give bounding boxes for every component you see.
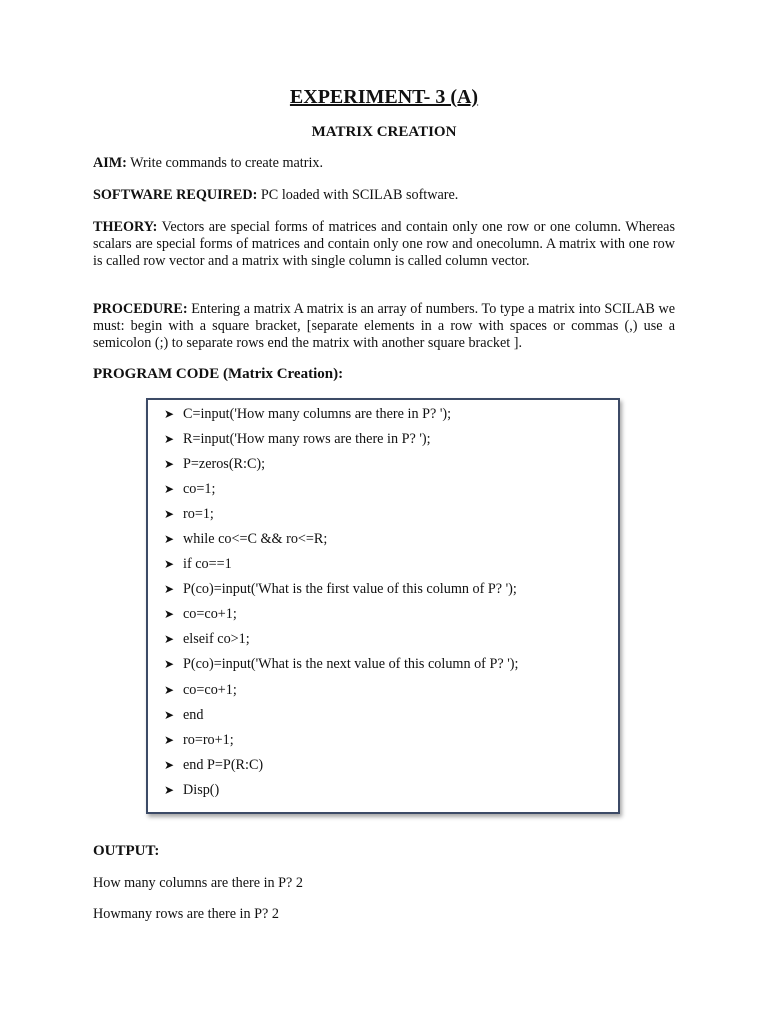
arrow-bullet-icon: ➤ bbox=[164, 758, 175, 772]
code-line bbox=[164, 603, 237, 625]
arrow-bullet-icon: ➤ bbox=[164, 432, 175, 446]
code-text: co=co+1; bbox=[183, 682, 237, 698]
code-text: P(co)=input('What is the first value of this column of P? '); bbox=[183, 581, 517, 597]
code-line bbox=[164, 478, 216, 500]
code-text: ro=1; bbox=[183, 506, 214, 522]
code-line bbox=[164, 578, 517, 600]
experiment-subtitle: MATRIX CREATION bbox=[311, 124, 457, 140]
code-line bbox=[164, 403, 452, 425]
code-line bbox=[164, 729, 234, 751]
code-line bbox=[164, 428, 431, 450]
arrow-bullet-icon: ➤ bbox=[164, 607, 175, 621]
theory-paragraph bbox=[93, 219, 675, 270]
code-line bbox=[164, 754, 264, 776]
output-heading: OUTPUT: bbox=[93, 843, 160, 859]
program-code-heading: PROGRAM CODE (Matrix Creation): bbox=[93, 366, 344, 382]
code-line bbox=[164, 704, 204, 726]
code-text: R=input('How many rows are there in P? '); bbox=[183, 431, 431, 447]
arrow-bullet-icon: ➤ bbox=[164, 532, 175, 546]
code-line bbox=[164, 528, 328, 550]
software-text: PC loaded with SCILAB software. bbox=[257, 187, 459, 203]
arrow-bullet-icon: ➤ bbox=[164, 683, 175, 697]
code-text: Disp() bbox=[183, 782, 220, 798]
arrow-bullet-icon: ➤ bbox=[164, 557, 175, 571]
arrow-bullet-icon: ➤ bbox=[164, 457, 175, 471]
code-text: C=input('How many columns are there in P? '); bbox=[183, 406, 452, 422]
arrow-bullet-icon: ➤ bbox=[164, 582, 175, 596]
output-line: Howmany rows are there in P? 2 bbox=[93, 906, 279, 922]
code-line bbox=[164, 553, 232, 575]
arrow-bullet-icon: ➤ bbox=[164, 507, 175, 521]
output-line: How many columns are there in P? 2 bbox=[93, 875, 303, 891]
aim-paragraph bbox=[93, 155, 675, 172]
arrow-bullet-icon: ➤ bbox=[164, 632, 175, 646]
code-line bbox=[164, 679, 237, 701]
theory-label: THEORY: bbox=[93, 219, 158, 235]
code-text: P=zeros(R:C); bbox=[183, 456, 266, 472]
aim-text: Write commands to create matrix. bbox=[126, 155, 324, 171]
code-box bbox=[146, 398, 620, 814]
code-text: co=1; bbox=[183, 481, 216, 497]
arrow-bullet-icon: ➤ bbox=[164, 708, 175, 722]
arrow-bullet-icon: ➤ bbox=[164, 407, 175, 421]
code-line bbox=[164, 503, 214, 525]
experiment-title: EXPERIMENT- 3 (A) bbox=[289, 86, 479, 108]
code-line bbox=[164, 779, 220, 801]
theory-text: Vectors are special forms of matrices and contain only one row or one column. Whereas scalars are special forms of matrices and contain only one row and onecolumn. A matrix with one row is called row vector and a matrix with single column is called column vector. bbox=[93, 219, 675, 269]
code-line bbox=[164, 628, 250, 650]
arrow-bullet-icon: ➤ bbox=[164, 482, 175, 496]
code-text: P(co)=input('What is the next value of this column of P? '); bbox=[183, 656, 519, 672]
code-text: end P=P(R:C) bbox=[183, 757, 264, 773]
arrow-bullet-icon: ➤ bbox=[164, 733, 175, 747]
code-line bbox=[164, 453, 266, 475]
arrow-bullet-icon: ➤ bbox=[164, 783, 175, 797]
code-line bbox=[164, 653, 519, 675]
code-text: co=co+1; bbox=[183, 606, 237, 622]
procedure-label: PROCEDURE: bbox=[93, 301, 188, 317]
code-text: while co<=C && ro<=R; bbox=[183, 531, 328, 547]
code-text: if co==1 bbox=[183, 556, 232, 572]
aim-label: AIM: bbox=[93, 155, 127, 171]
software-paragraph bbox=[93, 187, 675, 204]
procedure-paragraph bbox=[93, 301, 675, 352]
arrow-bullet-icon: ➤ bbox=[164, 657, 175, 671]
code-text: end bbox=[183, 707, 204, 723]
code-text: ro=ro+1; bbox=[183, 732, 234, 748]
procedure-text: Entering a matrix A matrix is an array of numbers. To type a matrix into SCILAB we must: begin with a square bracket, [separate elements in a row with spaces or commas (,) use a semicolon (;) to separate rows end the matrix with another square bracket ]. bbox=[93, 301, 675, 351]
software-label: SOFTWARE REQUIRED: bbox=[93, 187, 258, 203]
code-text: elseif co>1; bbox=[183, 631, 250, 647]
